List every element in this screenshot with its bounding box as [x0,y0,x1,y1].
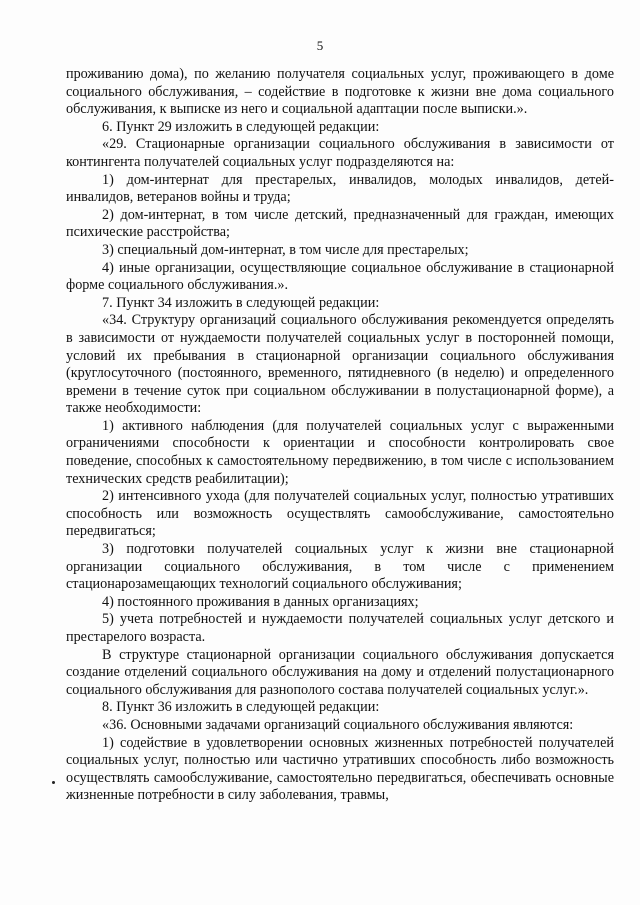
paragraph-29-sub-2: 2) дом-интернат, в том числе детский, предназначенный для граждан, имеющих психические расстройства; [66,206,614,241]
paragraph-item-6: 6. Пункт 29 изложить в следующей редакции: [102,118,380,135]
paragraph-item-8: 8. Пункт 36 изложить в следующей редакции: [102,699,380,716]
paragraph-34-sub-2: 2) интенсивного ухода (для получателей социальных услуг, полностью утративших способность или возможность осуществлять самообслуживание, самостоятельно передвигаться; [66,488,614,540]
paragraph-34-sub-4: 4) постоянного проживания в данных организациях; [102,593,419,610]
paragraph-34-sub-1: 1) активного наблюдения (для получателей социальных услуг с выраженными ограничениями способности к ориентации и способности контролировать свое поведение, способных к самостоятельному передвижению, в том числе с использованием технических средств реабилитации); [66,417,614,487]
paragraph-clause-36: «36. Основными задачами организаций социального обслуживания являются: [102,716,574,733]
paragraph-clause-29: «29. Стационарные организации социального обслуживания в зависимости от контингента получателей социальных услуг подразделяются на: [66,136,614,170]
paragraph-34-sub-3: 3) подготовки получателей социальных услуг к жизни вне стационарной организации социального обслуживания, в том числе с применением стационарозамещающих технологий социального обслуживания; [66,541,614,593]
scan-speck [52,781,55,784]
paragraph-29-sub-4: 4) иные организации, осуществляющие социальное обслуживание в стационарной форме социального обслуживания.». [66,259,614,294]
paragraph-continuation: проживанию дома), по желанию получателя социальных услуг, проживающего в доме социального обслуживания, – содействие в подготовке к жизни вне дома социального обслуживания, к выписке из него и социальной адаптации после выписки.». [66,66,614,118]
paragraph-36-sub-1: 1) содействие в удовлетворении основных жизненных потребностей получателей социальных услуг, полностью или частично утративших способность либо возможность осуществлять самообслуживание, самостоятельно передвигаться, обеспечивать основные жизненные потребности в силу заболевания, травмы, [66,734,614,804]
paragraph-item-7: 7. Пункт 34 изложить в следующей редакции: [102,294,380,311]
document-body [66,66,614,805]
paragraph-clause-34: «34. Структуру организаций социального обслуживания рекомендуется определять в зависимости от нуждаемости получателей социальных услуг в посторонней помощи, условий их пребывания в стационарной организации социального обслуживания (круглосуточного (постоянного, временного, пятидневного (в неделю) и определенного времени в течение суток при социальном обслуживании в полустационарной форме), а также необходимости: [66,312,614,417]
paragraph-29-sub-3: 3) специальный дом-интернат, в том числе для престарелых; [102,241,469,258]
paragraph-34-sub-5: 5) учета потребностей и нуждаемости получателей социальных услуг детского и престарелого возраста. [66,611,614,645]
paragraph-34-structure: В структуре стационарной организации социального обслуживания допускается создание отделений социального обслуживания на дому и отделений полустационарного социального обслуживания для разнополого состава получателей социальных услуг.». [66,646,614,698]
paragraph-29-sub-1: 1) дом-интернат для престарелых, инвалидов, молодых инвалидов, детей-инвалидов, ветеранов войны и труда; [66,171,614,206]
page-number: 5 [316,38,324,53]
